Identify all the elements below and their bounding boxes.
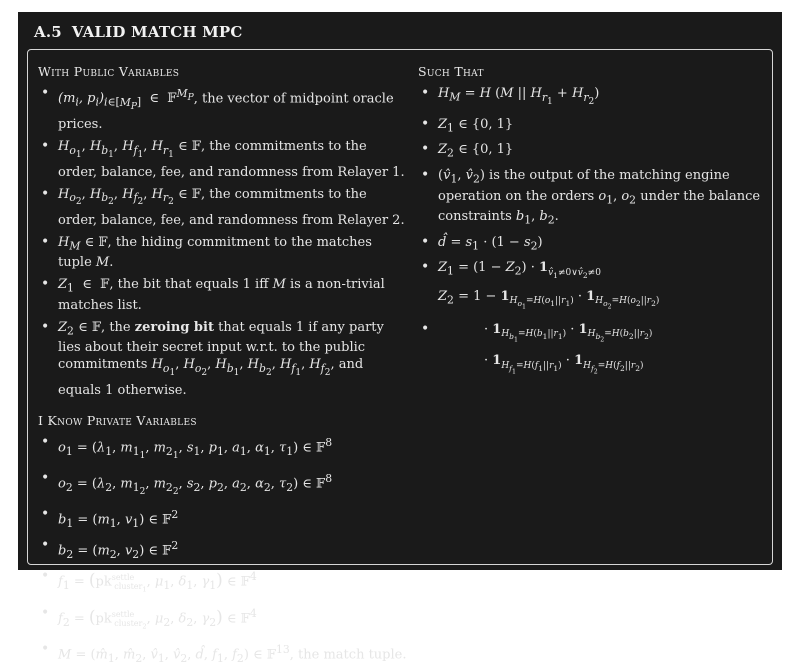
list-item: • $o_1 = (\lambda_1$, $m_{1_1}$, $m_{2_1}$, $s_1$, $p_1$, $a_1$, $\alpha_1$, $\tau_1$) ∈ 𝔽$^8$ — [38, 434, 408, 465]
private-variables-heading: I Know Private Variables — [38, 413, 197, 429]
section-name: VALID MATCH MPC — [71, 23, 243, 41]
list-item: • d̂ = $s_1 \cdot (1 - s_2)$ — [418, 234, 768, 255]
list-item: • $H_{o_2}$, $H_{b_2}$, $H_{f_2}$, $H_{r_2}$ ∈ 𝔽, the commitments to the order, balance, fee, and randomness from Relayer 2. — [38, 186, 408, 229]
list-item: • $b_2 = (m_2$, $v_2$) ∈ 𝔽$^2$ — [38, 537, 408, 563]
list-item: • $M = (m̂_1$, $m̂_2$, $v̂_1$, $v̂_2$, d̂, $f_1$, $f_2$) ∈ 𝔽$^{13}$, the match tuple. — [38, 641, 408, 667]
section-number: A.5 — [34, 23, 62, 41]
list-item: • $Z_1 = (1 - Z_2) \cdot 1_{v̂_1\ne 0\vee v̂_2\ne 0}$ $Z_2 = 1 - 1_{H_{o_1}=H(o_1||r_1)} \cdot 1_{H_{o_2}=H(o_2||r_2)}$ — [418, 259, 768, 315]
list-item: • ($v̂_1$, $v̂_2$) is the output of the matching engine operation on the orders $o_1$, $o_2$ under the balance constraints $b_1$, $b_2$. — [418, 167, 768, 229]
constraints-list — [418, 85, 768, 380]
list-item: • $b_1 = (m_1$, $v_1$) ∈ 𝔽$^2$ — [38, 506, 408, 532]
public-variables-heading: With Public Variables — [38, 64, 180, 79]
algorithm-panel — [18, 12, 782, 666]
public-variables-list — [38, 85, 408, 399]
list-item: • $Z_1$ ∈ 𝔽, the bit that equals 1 iff M is a non-trivial matches list. — [38, 276, 408, 314]
list-item: • $H_M$ ∈ 𝔽, the hiding commitment to the matches tuple M. — [38, 234, 408, 272]
private-variables-list — [38, 434, 408, 667]
list-item: • $f_1 = (pk^{settle}_{cluster_1}$, $\mu_1$, $\delta_1$, $\gamma_1$) ∈ 𝔽$^4$ — [38, 568, 408, 599]
list-item: • $Z_2$ ∈ {0, 1} — [418, 141, 768, 162]
statement-box — [27, 49, 773, 666]
such-that-heading: Such That — [418, 64, 484, 79]
list-item: • · $1_{H_{b_1}=H(b_1||r_1)} \cdot 1_{H_{b_2}=H(b_2||r_2)}$ · $1_{H_{f_1}=H(f_1||r_1)} \cdot 1_{H_{f_2}=H(f_2||r_2)}$ — [418, 321, 768, 381]
math-expression: ($m_i$, $p_i)_{i\in[M_P]}$ ∈ 𝔽$^{M_P}$ — [58, 87, 194, 113]
right-column — [418, 64, 768, 385]
section-title — [34, 23, 243, 41]
item-text: , the vector of midpoint oracle prices. — [58, 91, 394, 133]
list-item: • $f_2 = (pk^{settle}_{cluster_2}$, $\mu_2$, $\delta_2$, $\gamma_2$) ∈ 𝔽$^4$ — [38, 605, 408, 636]
left-column — [38, 64, 408, 672]
list-item: • $Z_2$ ∈ 𝔽, the zeroing bit that equals 1 if any party lies about their secret input w.r.t. to the public commitments $H_{o_1}$, $H_{o_2}$, $H_{b_1}$, $H_{b_2}$, $H_{f_1}$, $H_{f_2}$, and equals 1 otherwise. — [38, 319, 408, 399]
list-item: • $o_2 = (\lambda_2$, $m_{1_2}$, $m_{2_2}$, $s_2$, $p_2$, $a_2$, $\alpha_2$, $\tau_2$) ∈ 𝔽$^8$ — [38, 470, 408, 501]
list-item: • $H_M = H$ (M || $H_{r_1} + H_{r_2}$) — [418, 85, 768, 111]
list-item: • $H_{o_1}$, $H_{b_1}$, $H_{f_1}$, $H_{r_1}$ ∈ 𝔽, the commitments to the order, balance, fee, and randomness from Relayer 1. — [38, 138, 408, 181]
list-item — [38, 85, 408, 133]
list-item: • $Z_1$ ∈ {0, 1} — [418, 116, 768, 137]
